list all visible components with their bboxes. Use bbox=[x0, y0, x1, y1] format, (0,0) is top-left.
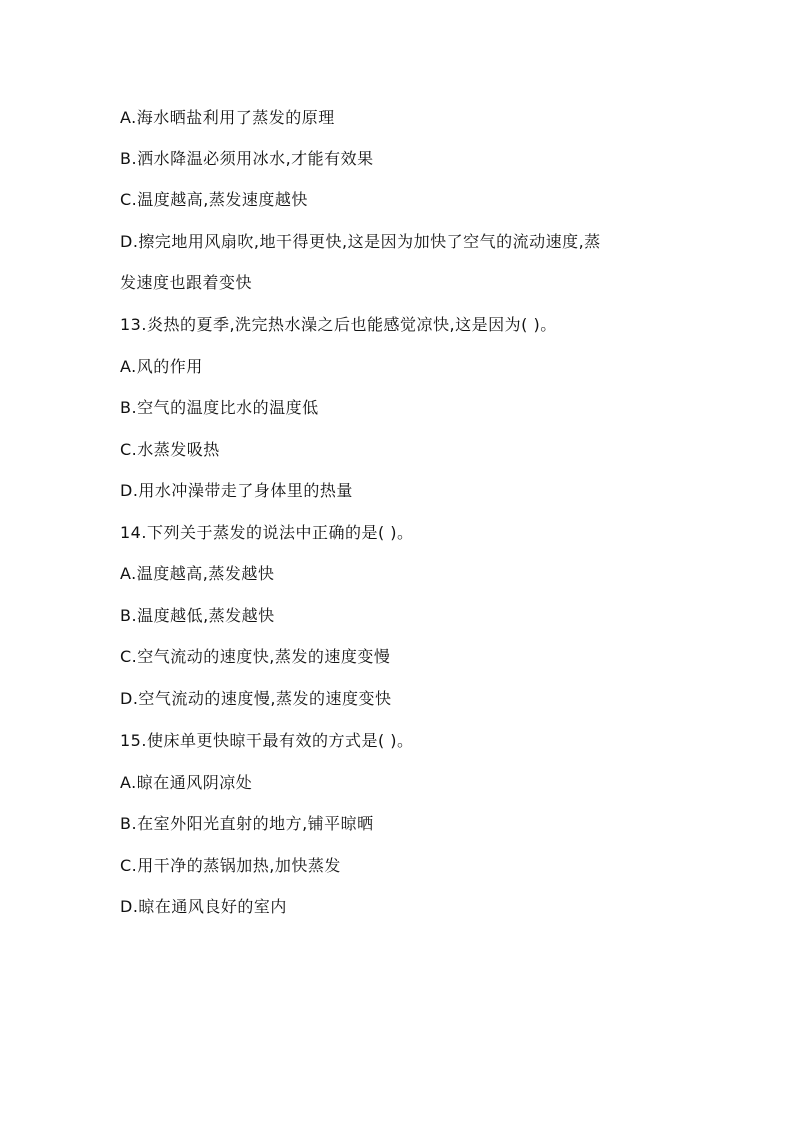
q13-option-c: C.水蒸发吸热 bbox=[120, 440, 220, 459]
q15-option-d: D.晾在通风良好的室内 bbox=[120, 897, 287, 916]
q12-option-c: C.温度越高,蒸发速度越快 bbox=[120, 190, 308, 209]
q12-option-d-line1: D.擦完地用风扇吹,地干得更快,这是因为加快了空气的流动速度,蒸 bbox=[120, 232, 601, 251]
q14-option-a: A.温度越高,蒸发越快 bbox=[120, 564, 275, 583]
q15-option-a: A.晾在通风阴凉处 bbox=[120, 773, 253, 792]
q13-option-d: D.用水冲澡带走了身体里的热量 bbox=[120, 481, 353, 500]
q12-option-d-line2: 发速度也跟着变快 bbox=[120, 273, 253, 292]
q12-option-b: B.洒水降温必须用冰水,才能有效果 bbox=[120, 149, 374, 168]
q13-option-a: A.风的作用 bbox=[120, 357, 203, 376]
q15-question: 15.使床单更快晾干最有效的方式是( )。 bbox=[120, 731, 414, 750]
q14-option-b: B.温度越低,蒸发越快 bbox=[120, 606, 275, 625]
q12-option-a: A.海水晒盐利用了蒸发的原理 bbox=[120, 108, 335, 127]
q15-option-c: C.用干净的蒸锅加热,加快蒸发 bbox=[120, 856, 341, 875]
q14-option-c: C.空气流动的速度快,蒸发的速度变慢 bbox=[120, 647, 391, 666]
q14-option-d: D.空气流动的速度慢,蒸发的速度变快 bbox=[120, 689, 392, 708]
q13-question: 13.炎热的夏季,洗完热水澡之后也能感觉凉快,这是因为( )。 bbox=[120, 315, 557, 334]
q15-option-b: B.在室外阳光直射的地方,铺平晾晒 bbox=[120, 814, 374, 833]
q14-question: 14.下列关于蒸发的说法中正确的是( )。 bbox=[120, 523, 414, 542]
q13-option-b: B.空气的温度比水的温度低 bbox=[120, 398, 319, 417]
